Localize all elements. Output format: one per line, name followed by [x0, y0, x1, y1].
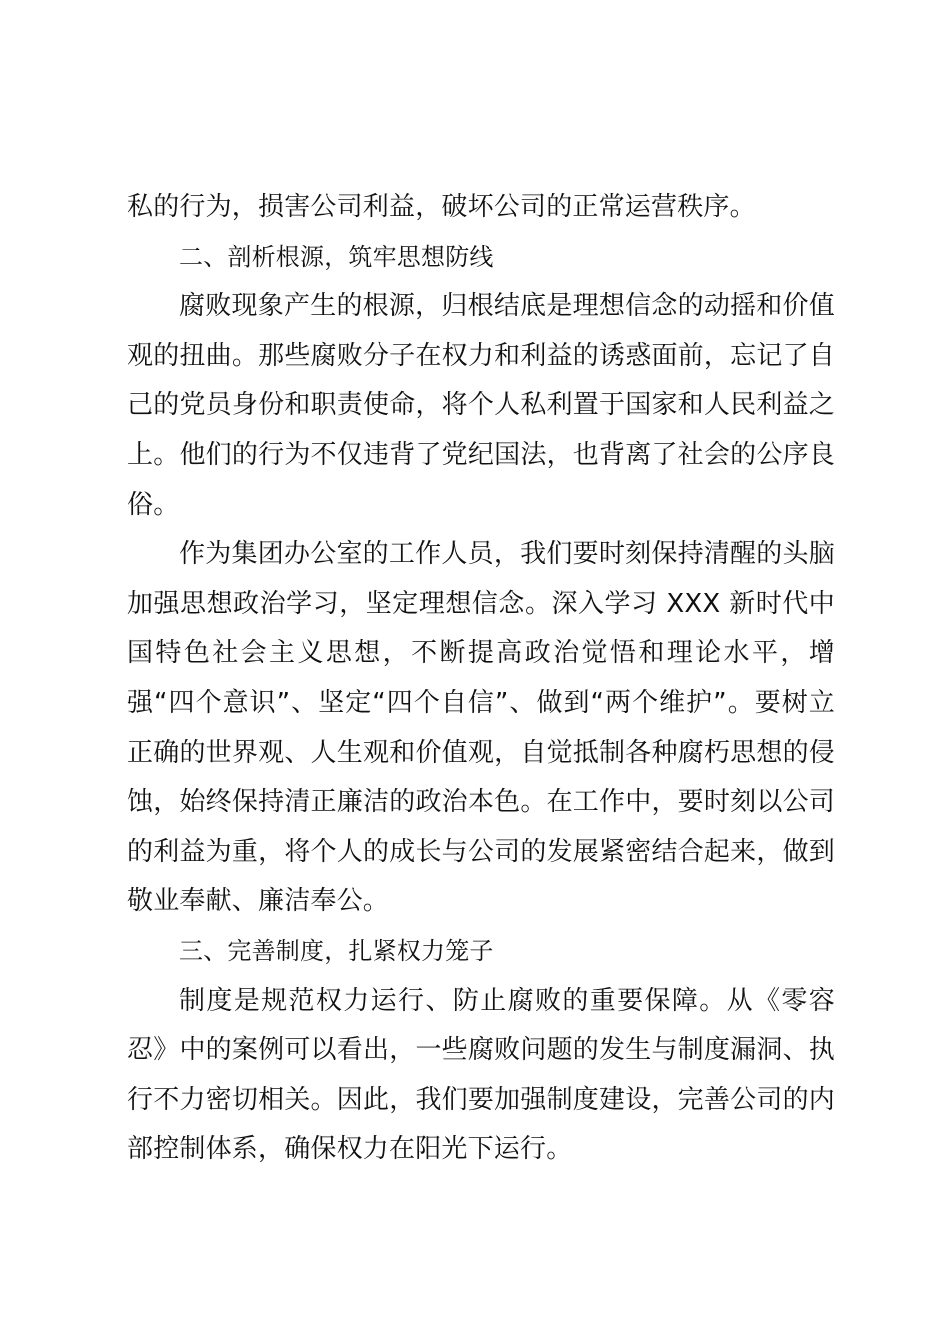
section-heading-3: 三、完善制度，扎紧权力笼子	[179, 936, 494, 965]
paragraph-system-building: 制度是规范权力运行、防止腐败的重要保障。从《零容忍》中的案例可以看出，一些腐败问题的发生与制度漏洞、执行不力密切相关。因此，我们要加强制度建设，完善公司的内部控制体系，确保权力在阳光下运行。	[127, 985, 835, 1165]
paragraph-root-causes: 腐败现象产生的根源，归根结底是理想信念的动摇和价值观的扭曲。那些腐败分子在权力和利益的诱惑面前，忘记了自己的党员身份和职责使命，将个人私利置于国家和人民利益之上。他们的行为不仅违背了党纪国法，也背离了社会的公序良俗。	[127, 291, 835, 520]
paragraph-continued: 私的行为，损害公司利益，破坏公司的正常运营秩序。	[127, 192, 756, 222]
paragraph-office-staff: 作为集团办公室的工作人员，我们要时刻保持清醒的头脑加强思想政治学习，坚定理想信念。深入学习 XXX 新时代中国特色社会主义思想，不断提高政治觉悟和理论水平，增强“四个意识”、坚定“四个自信”、做到“两个维护”。要树立正确的世界观、人生观和价值观，自觉抵制各种腐朽思想的侵蚀，始终保持清正廉洁的政治本色。在工作中，要时刻以公司的利益为重，将个人的成长与公司的发展紧密结合起来，做到敬业奉献、廉洁奉公。	[127, 539, 835, 917]
document-body	[127, 183, 835, 1175]
section-heading-2: 二、剖析根源，筑牢思想防线	[179, 242, 494, 271]
